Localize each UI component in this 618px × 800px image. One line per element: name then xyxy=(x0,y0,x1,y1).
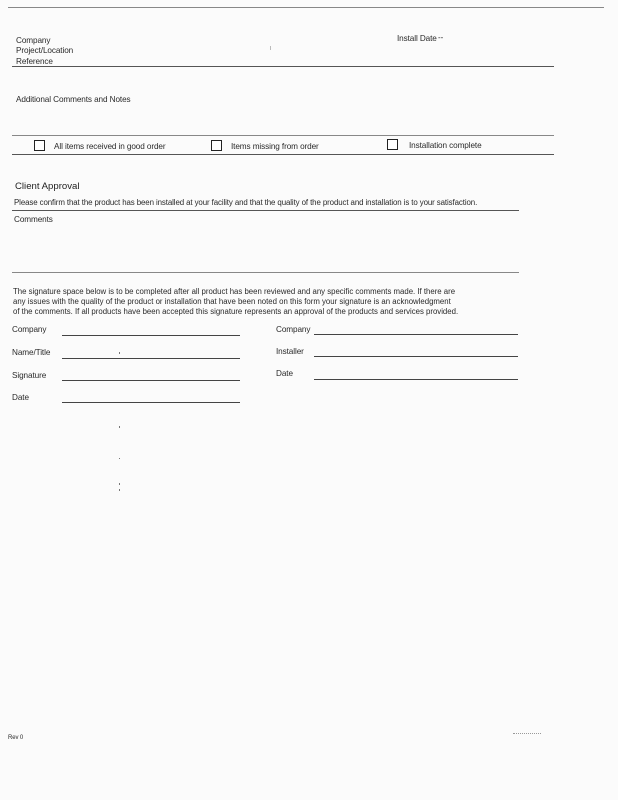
installer-date-label: Date xyxy=(276,369,293,378)
client-date-label: Date xyxy=(12,393,29,402)
project-location-label: Project/Location xyxy=(16,46,74,55)
revision-label: Rev 0 xyxy=(8,735,24,741)
client-signature-label: Signature xyxy=(12,371,47,380)
scan-speck xyxy=(119,483,120,485)
reference-label: Reference xyxy=(16,57,53,66)
signature-instructions-line-3: of the comments. If all products have been accepted this signature represents an approval of the products and services provided. xyxy=(13,307,459,316)
checkbox-items-missing[interactable] xyxy=(211,140,222,151)
notes-heading: Additional Comments and Notes xyxy=(16,95,131,104)
instruction-underline xyxy=(12,210,519,211)
notes-bottom-line xyxy=(12,135,554,136)
scan-speck xyxy=(119,352,120,354)
comments-label: Comments xyxy=(14,215,53,224)
checklist-bottom-line xyxy=(12,154,554,155)
checkbox-installation-complete-label: Installation complete xyxy=(409,141,482,150)
signature-instructions-line-2: any issues with the quality of the product or installation that have been noted on this form your signature is an acknowledgment xyxy=(13,297,451,306)
installer-company-label: Company xyxy=(276,325,311,334)
scan-speck xyxy=(119,458,120,459)
client-signature-field[interactable] xyxy=(62,380,240,381)
client-name-title-label: Name/Title xyxy=(12,348,51,357)
comments-bottom-line xyxy=(12,272,519,273)
checkbox-items-received-label: All items received in good order xyxy=(54,142,166,151)
client-name-title-field[interactable] xyxy=(62,358,240,359)
client-company-label: Company xyxy=(12,325,47,334)
client-company-field[interactable] xyxy=(62,335,240,336)
footer-dots xyxy=(513,733,541,734)
client-approval-instruction: Please confirm that the product has been installed at your facility and that the quality of the product and installation is to your satisfaction. xyxy=(14,198,478,207)
header-divider xyxy=(12,66,554,67)
checkbox-items-missing-label: Items missing from order xyxy=(231,142,319,151)
company-label: Company xyxy=(16,36,51,45)
scan-speck xyxy=(270,46,271,50)
signature-instructions-line-1: The signature space below is to be completed after all product has been reviewed and any specific comments made. If there are xyxy=(13,287,456,296)
scan-speck xyxy=(119,489,120,491)
client-date-field[interactable] xyxy=(62,402,240,403)
checkbox-installation-complete[interactable] xyxy=(387,139,398,150)
scan-speck xyxy=(119,426,120,428)
installer-date-field[interactable] xyxy=(314,379,518,380)
installer-name-label: Installer xyxy=(276,347,304,356)
install-date-label: Install Date xyxy=(397,34,437,43)
installer-company-field[interactable] xyxy=(314,334,518,335)
install-date-dash: -- xyxy=(438,33,444,42)
signature-instructions xyxy=(13,287,459,317)
installer-name-field[interactable] xyxy=(314,356,518,357)
client-approval-heading: Client Approval xyxy=(15,181,80,192)
top-edge-line xyxy=(8,7,604,8)
checkbox-items-received[interactable] xyxy=(34,140,45,151)
